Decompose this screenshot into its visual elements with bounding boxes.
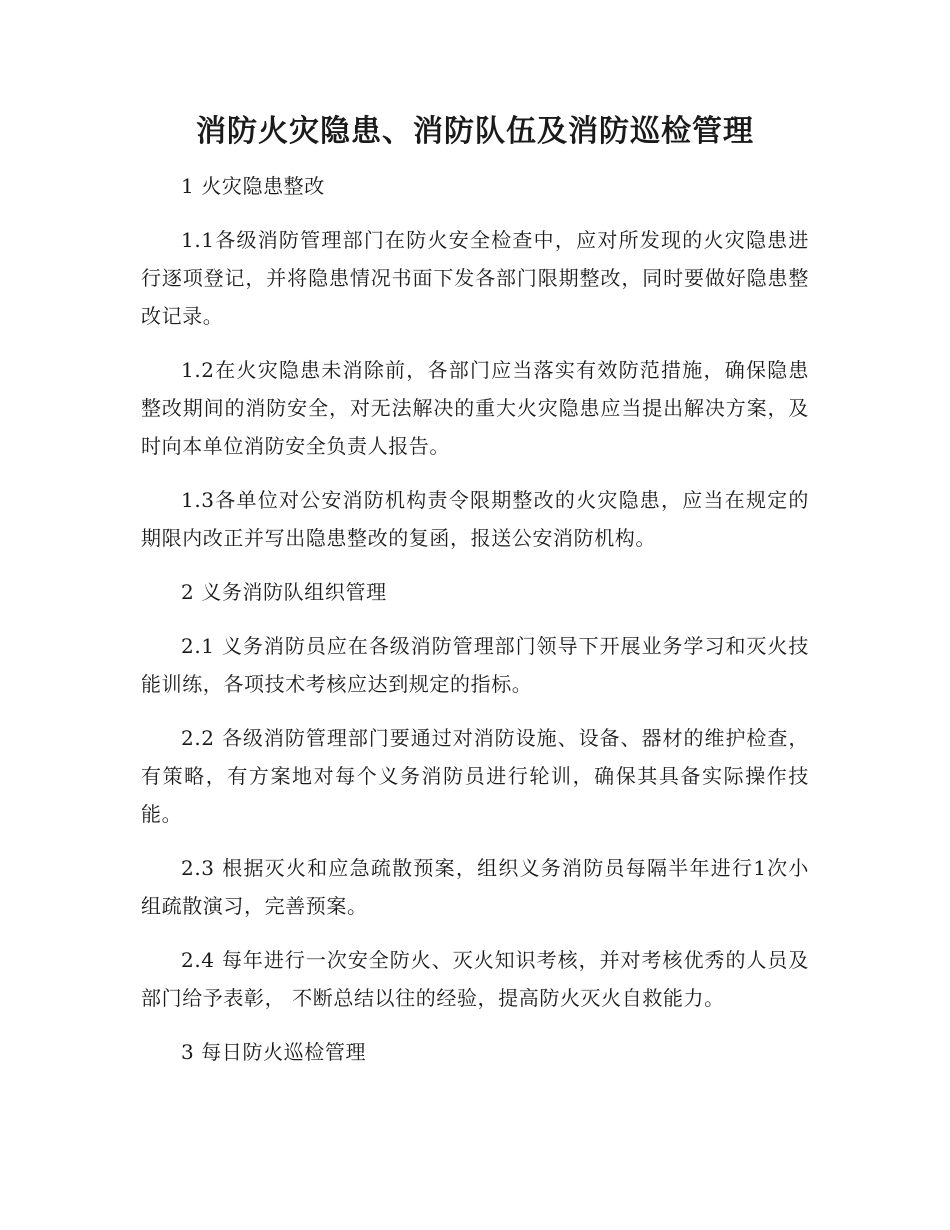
paragraph-2-3: 2.3 根据灭火和应急疏散预案，组织义务消防员每隔半年进行1次小组疏散演习，完善预案。 [141, 856, 809, 918]
paragraph-1-2: 1.2在火灾隐患未消除前，各部门应当落实有效防范措施，确保隐患整改期间的消防安全，对无法解决的重大火灾隐患应当提出解决方案，及时向本单位消防安全负责人报告。 [141, 358, 809, 458]
section-heading-1: 1 火灾隐患整改 [181, 174, 325, 198]
paragraph-1-1: 1.1各级消防管理部门在防火安全检查中，应对所发现的火灾隐患进行逐项登记，并将隐患情况书面下发各部门限期整改，同时要做好隐患整改记录。 [141, 228, 809, 328]
paragraph-2-2: 2.2 各级消防管理部门要通过对消防设施、设备、器材的维护检查，有策略，有方案地对每个义务消防员进行轮训，确保其具备实际操作技能。 [141, 726, 809, 826]
paragraph-1-3: 1.3各单位对公安消防机构责令限期整改的火灾隐患，应当在规定的期限内改正并写出隐患整改的复函，报送公安消防机构。 [141, 488, 809, 550]
section-heading-2: 2 义务消防队组织管理 [181, 580, 387, 604]
section-heading-3: 3 每日防火巡检管理 [181, 1040, 367, 1064]
paragraph-2-1: 2.1 义务消防员应在各级消防管理部门领导下开展业务学习和灭火技能训练，各项技术考核应达到规定的指标。 [141, 634, 809, 696]
document-title: 消防火灾隐患、消防队伍及消防巡检管理 [196, 114, 754, 149]
document-body [141, 167, 809, 1087]
paragraph-2-4: 2.4 每年进行一次安全防火、灭火知识考核，并对考核优秀的人员及部门给予表彰， 不断总结以往的经验，提高防火灭火自救能力。 [141, 948, 809, 1010]
